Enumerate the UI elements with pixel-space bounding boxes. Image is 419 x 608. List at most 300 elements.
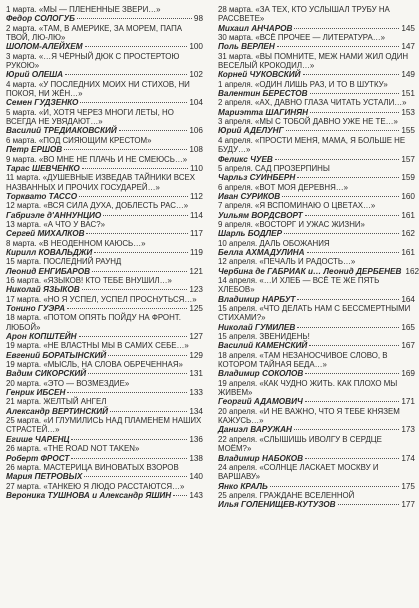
toc-entry-author: Владимир НАРБУТ	[218, 294, 296, 304]
dot-leader	[88, 373, 187, 374]
toc-entry-date: 26 марта.	[6, 444, 42, 454]
dot-leader	[284, 233, 399, 234]
toc-entry-page-number: 155	[401, 126, 415, 136]
toc-entry-date: 26 марта.	[6, 462, 42, 472]
toc-entry-title-text: «МЫСЛЬ, НА СЛОВА ОБРЕЧЕННАЯ»	[43, 360, 183, 370]
toc-entry-title-text: «ТАМ, В АМЕРИКЕ, ЗА МОРЕМ, ПАПА ТВОЙ, ЛЮ-ЛЮ»	[6, 23, 183, 43]
toc-entry-page-number: 106	[189, 126, 203, 136]
toc-entry-title-text: «И, ХОТЯ ЧЕРЕЗ МНОГИ ЛЕТЫ, НО ВСЕГДА НЕ УВЯДАЮТ…»	[6, 107, 174, 127]
toc-entry-title-text: «МЫ — ПЛЕНЕННЫЕ ЗВЕРИ…»	[38, 5, 161, 14]
toc-entry-author-line	[6, 332, 203, 341]
toc-entry-author: Тонино ГУЭРА	[6, 304, 66, 313]
toc-entry-author: Феликс ЧУЕВ	[218, 154, 273, 164]
toc-entry-author-line	[218, 173, 415, 182]
dot-leader	[71, 458, 187, 459]
toc-entry-author-line	[218, 369, 415, 378]
toc-entry-author: Торквато ТАССО	[6, 191, 78, 201]
toc-entry-author-line	[218, 454, 415, 463]
toc-entry-author: Василий КАМЕНСКИЙ	[218, 341, 308, 351]
toc-entry-author-line	[6, 42, 203, 51]
toc-entry-title	[218, 463, 415, 482]
toc-entry-author-line	[218, 341, 415, 350]
toc-entry-author-line	[218, 192, 415, 201]
toc-entry-date: 20 марта.	[6, 378, 42, 388]
toc-entry-title-text: «МЫ С ТОБОЙ ДАВНО УЖЕ НЕ ТЕ…»	[255, 117, 398, 127]
toc-entry-author-line	[6, 407, 203, 416]
toc-entry-title-text: «THE ROAD NOT TAKEN»	[43, 444, 140, 454]
toc-entry-author: Чербина де ГАБРИАК и… Леонид ДЕРБЕНЕВ	[218, 266, 402, 276]
dot-leader	[307, 252, 400, 253]
toc-entry-date: 18 апреля.	[218, 350, 258, 360]
toc-entry-title	[6, 220, 203, 229]
toc-entry-page-number: 162	[401, 229, 415, 239]
dot-leader	[71, 439, 187, 440]
toc-entry-title	[6, 108, 203, 127]
dot-leader	[305, 458, 399, 459]
toc-entry-date: 12 марта.	[6, 201, 42, 211]
toc-entry-author: Георгий АДАМОВИЧ	[218, 397, 303, 407]
toc-entry-title	[6, 444, 203, 453]
toc-entry-author: Егише ЧАРЕНЦ	[6, 434, 70, 444]
toc-entry-title-text: ЖЕЛТЫЙ АНГЕЛ	[43, 397, 107, 407]
toc-entry-author-line	[6, 388, 203, 397]
dot-leader	[305, 373, 399, 374]
toc-entry-author: Михаил АНЧАРОВ	[218, 23, 293, 33]
toc-entry-author: Илья ГОЛЕНИЩЕВ-КУТУЗОВ	[218, 500, 336, 510]
dot-leader	[110, 411, 187, 412]
toc-entry-author-line	[218, 70, 415, 79]
toc-entry-title-text: САД ПРОЗЕРПИНЫ	[255, 163, 330, 173]
toc-entry-author-line	[218, 24, 415, 33]
toc-entry-title-text: «СОЛНЦЕ ЛАСКАЕТ МОСКВУ И ВАРШАВУ»	[218, 462, 379, 482]
toc-entry-date: 4 марта.	[6, 79, 37, 89]
toc-entry-author-line	[6, 211, 203, 220]
toc-entry-author: Даниэл ВАРУЖАН	[218, 425, 292, 435]
dot-leader	[309, 345, 399, 346]
toc-entry-author: Габриэле д'АННУНЦИО	[6, 210, 102, 220]
toc-entry-author: Федор СОЛОГУБ	[6, 14, 75, 24]
toc-entry-title	[6, 397, 203, 406]
toc-entry-author: Иван СУРИКОВ	[218, 191, 281, 201]
toc-entry-author-line	[6, 192, 203, 201]
toc-entry-author-line	[218, 155, 415, 164]
toc-entry-title	[6, 341, 203, 350]
toc-entry-title	[6, 136, 203, 145]
toc-entry-author: Семен ГУДЗЕНКО	[6, 98, 79, 108]
toc-entry-title	[6, 52, 203, 71]
toc-entry-title-text: «Я ВСПОМИНАЮ О ЦВЕТАХ…»	[255, 201, 376, 211]
toc-entry-date: 19 марта.	[6, 360, 42, 370]
toc-column-left	[6, 5, 203, 500]
toc-entry-date: 19 апреля.	[218, 378, 258, 388]
toc-entry-author: Леонид ЕНГИБАРОВ	[6, 266, 90, 276]
toc-entry-title	[6, 24, 203, 43]
toc-entry-author: Владимир НАБОКОВ	[218, 453, 304, 463]
toc-entry-title-text: ПОСЛЕДНИЙ РАУНД	[43, 257, 122, 267]
toc-entry-title	[218, 276, 415, 295]
toc-entry-title	[218, 5, 415, 24]
toc-entry-title	[218, 435, 415, 454]
toc-entry-author: Корней ЧУКОВСКИЙ	[218, 70, 301, 80]
toc-entry-title-text: «ОДИН ЛИШЬ РАЗ, И ТО В ШУТКУ»	[255, 79, 388, 89]
toc-entry-date: 2 апреля.	[218, 98, 253, 108]
dot-leader	[108, 355, 187, 356]
toc-entry-title	[6, 416, 203, 435]
toc-entry-title	[218, 351, 415, 370]
toc-entry-author: Александр ВЕРТИНСКИЙ	[6, 406, 109, 416]
toc-column-right	[218, 5, 419, 510]
toc-entry-title	[6, 257, 203, 266]
toc-entry-page-number: 160	[401, 191, 415, 201]
toc-entry-author: Янко КРАЛЬ	[218, 481, 268, 491]
toc-entry-author-line	[6, 351, 203, 360]
toc-entry-date: 5 апреля.	[218, 163, 253, 173]
toc-entry-page-number: 173	[401, 425, 415, 435]
dot-leader	[82, 289, 188, 290]
toc-entry-title-text: МАСТЕРИЦА ВИНОВАТЫХ ВЗОРОВ	[43, 462, 179, 472]
toc-entry-date: 4 апреля.	[218, 135, 253, 145]
toc-entry-page-number: 136	[189, 434, 203, 444]
toc-entry-title	[218, 201, 415, 210]
toc-entry-date: 17 марта.	[6, 294, 42, 304]
toc-entry-date: 1 апреля.	[218, 79, 253, 89]
dot-leader	[310, 112, 399, 113]
toc-entry-author: Мария ПЕТРОВЫХ	[6, 472, 83, 482]
toc-entry-page-number: 114	[189, 210, 203, 220]
toc-entry-title-text: «ДУШЕВНЫЕ ИЗВЕДАВ ТАЙНИКИ ВСЕХ НАЗВАННЫХ И ПРОЧИХ ГОСУДАРЕЙ…»	[6, 173, 196, 192]
dot-leader	[310, 93, 400, 94]
toc-entry-date: 3 марта.	[6, 51, 37, 61]
toc-entry-title-text: «ВЫ ПОМНИТЕ, МЕЖ НАМИ ЖИЛ ОДИН ВЕСЕЛЫЙ КРОКОДИЛ…»	[218, 51, 409, 71]
toc-entry-title-text: «ЧТО ДЕЛАТЬ НАМ С БЕССМЕРТНЫМИ СТИХАМИ?»	[218, 304, 411, 323]
toc-entry-author-line	[6, 248, 203, 257]
toc-entry-author-line	[6, 304, 203, 313]
toc-entry-title	[218, 220, 415, 229]
toc-entry-author: Роберт ФРОСТ	[6, 453, 70, 463]
dot-leader	[303, 74, 400, 75]
toc-entry-date: 11 марта.	[6, 173, 41, 183]
toc-entry-title	[6, 239, 203, 248]
toc-entry-page-number: 121	[189, 266, 203, 276]
toc-entry-title	[218, 52, 415, 71]
toc-entry-author-line	[218, 266, 419, 276]
dot-leader	[277, 46, 400, 47]
dot-leader	[77, 18, 192, 19]
toc-entry-title-text: «ТАНКЕЮ Я ЛЮДО РАССТАЮТСЯ…»	[43, 481, 185, 491]
dot-leader	[286, 130, 400, 131]
toc-entry-title-text: «КАК ЧУДНО ЖИТЬ. КАК ПЛОХО МЫ ЖИВЕМ»	[218, 378, 398, 398]
toc-entry-page-number: 169	[401, 369, 415, 379]
toc-entry-author-line	[218, 295, 415, 304]
toc-entry-author-line	[218, 482, 415, 491]
toc-entry-page-number: 164	[401, 294, 415, 304]
toc-entry-title-text: «А ЧТО У ВАС?»	[43, 219, 105, 229]
toc-entry-title	[6, 360, 203, 369]
toc-entry-title-text: «АХ, ДАВНО ГЛАЗА ЧИТАТЬ УСТАЛИ…»	[255, 98, 407, 108]
toc-entry-title	[6, 173, 203, 192]
toc-entry-page-number: 159	[401, 173, 415, 183]
toc-entry-page-number: 119	[189, 247, 203, 257]
toc-entry-page-number: 174	[401, 453, 415, 463]
toc-entry-date: 5 марта.	[6, 107, 37, 117]
toc-entry-title	[218, 33, 415, 42]
toc-entry-page-number: 161	[401, 247, 415, 257]
toc-entry-author: Валентин БЕРЕСТОВ	[218, 89, 308, 99]
toc-entry-title-text: ГРАЖДАНЕ ВСЕЛЕННОЙ	[259, 490, 355, 500]
dot-leader	[305, 215, 400, 216]
toc-entry-author: Тарас ШЕВЧЕНКО	[6, 163, 80, 173]
toc-entry-date: 8 марта.	[6, 238, 37, 248]
toc-entry-title	[6, 313, 203, 332]
toc-entry-author: Белла АХМАДУЛИНА	[218, 247, 305, 257]
toc-entry-page-number: 104	[189, 98, 203, 108]
toc-entry-date: 25 марта.	[6, 416, 42, 426]
toc-entry-page-number: 138	[189, 453, 203, 463]
toc-entry-author-line	[218, 108, 415, 117]
toc-entry-page-number: 157	[401, 154, 415, 164]
toc-entry-page-number: 140	[189, 472, 203, 482]
toc-entry-page-number: 143	[189, 490, 203, 500]
toc-entry-page-number: 165	[401, 322, 415, 332]
toc-entry-author-line	[6, 285, 203, 294]
toc-entry-author: ШОЛОМ-АЛЕЙХЕМ	[6, 42, 83, 52]
dot-leader	[119, 130, 188, 131]
toc-entry-date: 16 марта.	[6, 275, 42, 285]
dot-leader	[338, 504, 400, 505]
dot-leader	[84, 476, 187, 477]
toc-entry-date: 13 марта.	[6, 219, 42, 229]
dot-leader	[92, 271, 187, 272]
toc-entry-author-line	[6, 454, 203, 463]
toc-entry-author-line	[218, 323, 415, 332]
toc-entry-author: Уильям ВОРДСВОРТ	[218, 210, 303, 220]
toc-entry-title	[218, 491, 415, 500]
toc-entry-title	[6, 80, 203, 99]
dot-leader	[297, 299, 399, 300]
toc-entry-page-number: 171	[401, 397, 415, 407]
toc-entry-title	[6, 5, 203, 14]
toc-entry-author: Владимир СОКОЛОВ	[218, 369, 304, 379]
toc-entry-title	[6, 295, 203, 304]
toc-entry-author-line	[218, 425, 415, 434]
toc-entry-date: 6 марта.	[6, 135, 37, 145]
toc-entry-author-line	[218, 229, 415, 238]
toc-entry-title-text: «И ГЛУМИЛИСЬ НАД ПЛАМЕНЕМ НАШИХ СТРАСТЕЙ…»	[6, 416, 202, 435]
dot-leader	[67, 392, 187, 393]
toc-entry-title	[218, 304, 415, 323]
toc-entry-title-text: «ПОД СИЯЮЩИМ КРЕСТОМ»	[38, 135, 152, 145]
toc-entry-date: 15 апреля.	[218, 304, 258, 313]
dot-leader	[282, 196, 399, 197]
toc-entry-page-number: 112	[189, 191, 203, 201]
toc-entry-page-number: 129	[189, 350, 203, 360]
toc-entry-title	[218, 239, 415, 248]
toc-entry-title-text: «ПЕЧАЛЬ И РАДОСТЬ…»	[259, 257, 356, 267]
toc-entry-page-number: 162	[405, 266, 419, 276]
toc-entry-author-line	[218, 89, 415, 98]
toc-entry-page-number: 123	[189, 285, 203, 295]
toc-entry-title-text: «ВСЯ СИЛА ДУХА, ДОБЛЕСТЬ РАС…»	[43, 201, 189, 211]
toc-entry-author: Кирилл КОВАЛЬДЖИ	[6, 247, 93, 257]
toc-entry-page-number: 100	[189, 42, 203, 52]
toc-entry-author: Юрий ОЛЕША	[6, 70, 64, 80]
dot-leader	[173, 495, 187, 496]
toc-entry-date: 30 марта.	[218, 33, 254, 43]
toc-entry-author: Вадим СИКОРСКИЙ	[6, 369, 87, 379]
toc-entry-title-text: «НЕ ВЛАСТНЫ МЫ В САМИХ СЕБЕ…»	[43, 341, 189, 351]
toc-entry-title	[6, 201, 203, 210]
toc-entry-author-line	[218, 211, 415, 220]
dot-leader	[275, 159, 399, 160]
toc-entry-author: Юрий АДЕЛУНГ	[218, 126, 284, 136]
toc-entry-page-number: 161	[401, 210, 415, 220]
toc-entry-date: 15 апреля.	[218, 332, 258, 342]
toc-entry-author: Вероника ТУШНОВА и Александр ЯШИН	[6, 490, 172, 500]
toc-entry-author-line	[6, 145, 203, 154]
toc-entry-date: 20 апреля.	[218, 406, 258, 416]
toc-entry-title	[218, 332, 415, 341]
toc-entry-date: 9 апреля.	[218, 219, 253, 229]
toc-entry-author-line	[218, 500, 415, 509]
toc-entry-author: Поль ВЕРЛЕН	[218, 42, 275, 52]
toc-entry-page-number: 149	[401, 70, 415, 80]
dot-leader	[67, 308, 187, 309]
toc-entry-date: 31 марта.	[218, 51, 254, 61]
toc-entry-title-text: «ТАМ НЕЗАНОСЧИВОЕ СЛОВО, В КОТОРОМ ТАЙНАЯ БЕДА…»	[218, 350, 388, 370]
toc-entry-title-text: ДАЛЬ ОБОЖАНИЯ	[259, 238, 330, 248]
toc-entry-author: Петр ЕРШОВ	[6, 145, 63, 155]
toc-entry-author-line	[6, 491, 203, 500]
toc-entry-author-line	[218, 397, 415, 406]
toc-entry-date: 1 марта.	[6, 5, 37, 14]
toc-entry-title	[6, 155, 203, 164]
dot-leader	[65, 74, 187, 75]
toc-entry-author-line	[6, 369, 203, 378]
toc-entry-date: 19 марта.	[6, 341, 42, 351]
toc-entry-author: Николай ГУМИЛЕВ	[218, 322, 296, 332]
dot-leader	[103, 215, 188, 216]
toc-entry-title-text: «И НЕ ВАЖНО, ЧТО Я ТЕБЕ КНЯЗЕМ КАЖУСЬ…»	[218, 406, 400, 426]
toc-entry-date: 14 апреля.	[218, 275, 258, 285]
toc-entry-author-line	[218, 42, 415, 51]
toc-entry-author: Василий ТРЕДИАКОВСКИЙ	[6, 126, 117, 136]
dot-leader	[80, 102, 187, 103]
toc-entry-page-number: 133	[189, 388, 203, 398]
dot-leader	[79, 336, 188, 337]
toc-entry-date: 2 марта.	[6, 23, 37, 33]
toc-entry-title	[218, 80, 415, 89]
toc-entry-page-number: 127	[189, 332, 203, 342]
toc-entry-page-number: 98	[193, 14, 203, 24]
dot-leader	[294, 429, 399, 430]
toc-entry-title	[218, 98, 415, 107]
toc-entry-date: 12 апреля.	[218, 257, 258, 267]
toc-entry-title-text: «ВОТ МОЯ ДЕРЕВНЯ…»	[255, 182, 349, 192]
toc-entry-page-number: 175	[401, 481, 415, 491]
toc-entry-date: 10 апреля.	[218, 238, 258, 248]
toc-entry-title	[218, 164, 415, 173]
toc-entry-author-line	[6, 267, 203, 276]
toc-entry-title-text: «НО Я УСПЕЛ, УСПЕЛ ПРОСНУТЬСЯ…»	[43, 294, 197, 304]
toc-entry-author: Мариэтта ШАГИНЯН	[218, 107, 309, 117]
toc-entry-date: 25 апреля.	[218, 490, 258, 500]
toc-entry-page-number: 151	[401, 89, 415, 99]
toc-entry-author-line	[6, 435, 203, 444]
dot-leader	[82, 168, 188, 169]
dot-leader	[86, 233, 187, 234]
toc-entry-title	[218, 379, 415, 398]
toc-entry-page-number: 145	[401, 23, 415, 33]
toc-entry-page-number: 102	[189, 70, 203, 80]
toc-entry-author-line	[218, 126, 415, 135]
toc-entry-page-number: 108	[189, 145, 203, 155]
toc-entry-author-line	[6, 229, 203, 238]
toc-entry-date: 27 марта.	[6, 481, 42, 491]
toc-entry-date: 24 апреля.	[218, 462, 258, 472]
toc-entry-title-text: «ПРОСТИ МЕНЯ, МАМА, Я БОЛЬШЕ НЕ БУДУ…»	[218, 135, 406, 155]
toc-entry-author-line	[6, 126, 203, 135]
dot-leader	[297, 327, 399, 328]
toc-entry-author-line	[6, 98, 203, 107]
toc-entry-title	[6, 482, 203, 491]
toc-entry-author: Шарль БОДЛЕР	[218, 229, 283, 239]
toc-entry-date: 7 апреля.	[218, 201, 253, 211]
toc-entry-title-text: «ЭТО — ВОЗМЕЗДИЕ»	[43, 378, 130, 388]
toc-entry-title	[218, 183, 415, 192]
dot-leader	[270, 486, 400, 487]
toc-entry-author: Генрик ИБСЕН	[6, 388, 66, 398]
toc-entry-title-text: «ВО МНЕ НЕ ПЛАЧЬ И НЕ СМЕЮСЬ…»	[38, 154, 188, 164]
toc-entry-title-text: «…Я ЧЁРНЫЙ ДЮК С ПРОСТЕРТОЮ РУКОЮ»	[6, 51, 180, 71]
toc-entry-title-text: ЗВЕНИДЕНЬ!	[259, 332, 310, 342]
toc-entry-title-text: «ЯЗЫКОВ! КТО ТЕБЕ ВНУШИЛ…»	[43, 275, 172, 285]
toc-entry-page-number: 131	[189, 369, 203, 379]
toc-entry-author-line	[218, 248, 415, 257]
toc-entry-author-line	[6, 14, 203, 23]
toc-entry-page-number: 167	[401, 341, 415, 351]
toc-entry-title	[6, 276, 203, 285]
toc-entry-date: 18 марта.	[6, 313, 42, 323]
toc-entry-author-line	[6, 164, 203, 173]
dot-leader	[79, 196, 188, 197]
toc-entry-author: Николай ЯЗЫКОВ	[6, 285, 80, 295]
toc-entry-page-number: 153	[401, 107, 415, 117]
toc-entry-title	[218, 136, 415, 155]
toc-entry-author: Чарльз СУИНБЕРН	[218, 173, 296, 183]
toc-entry-page-number: 110	[189, 163, 203, 173]
toc-entry-date: 22 апреля.	[218, 434, 258, 444]
toc-entry-page-number: 117	[189, 229, 203, 239]
toc-entry-author-line	[6, 472, 203, 481]
toc-entry-title	[218, 117, 415, 126]
toc-entry-page-number: 147	[401, 42, 415, 52]
toc-entry-date: 9 марта.	[6, 154, 37, 164]
toc-entry-page-number: 125	[189, 304, 203, 313]
dot-leader	[64, 149, 187, 150]
toc-entry-title-text: «ПОТОМ ОПЯТЬ ПОЙДУ НА ФРОНТ. ЛЮБОЙ»	[6, 313, 181, 332]
toc-entry-title-text: «СЛЫШИШЬ ИВОЛГУ В СЕРДЦЕ МОЁМ?»	[218, 434, 382, 454]
toc-entry-author: Сергей МИХАЛКОВ	[6, 229, 85, 239]
toc-entry-page-number: 134	[189, 406, 203, 416]
toc-entry-title-text: «У ПОСЛЕДНИХ МОИХ НИ СТИХОВ, НИ ПОКОЯ, НИ ЖЁН…»	[6, 79, 190, 99]
toc-entry-author: Евгений БОРАТЫНСКИЙ	[6, 350, 107, 360]
toc-entry-page-number: 177	[401, 500, 415, 510]
toc-entry-title-text: «…И ХЛЕБ — ВСЁ ТЕ ЖЕ ПЯТЬ ХЛЕБОВ»	[218, 275, 380, 295]
toc-entry-author-line	[6, 70, 203, 79]
dot-leader	[297, 177, 399, 178]
toc-entry-title-text: «ЗА ТЕХ, КТО УСЛЫШАЛ ТРУБУ НА РАССВЕТЕ»	[218, 5, 390, 24]
toc-entry-title	[218, 407, 415, 426]
